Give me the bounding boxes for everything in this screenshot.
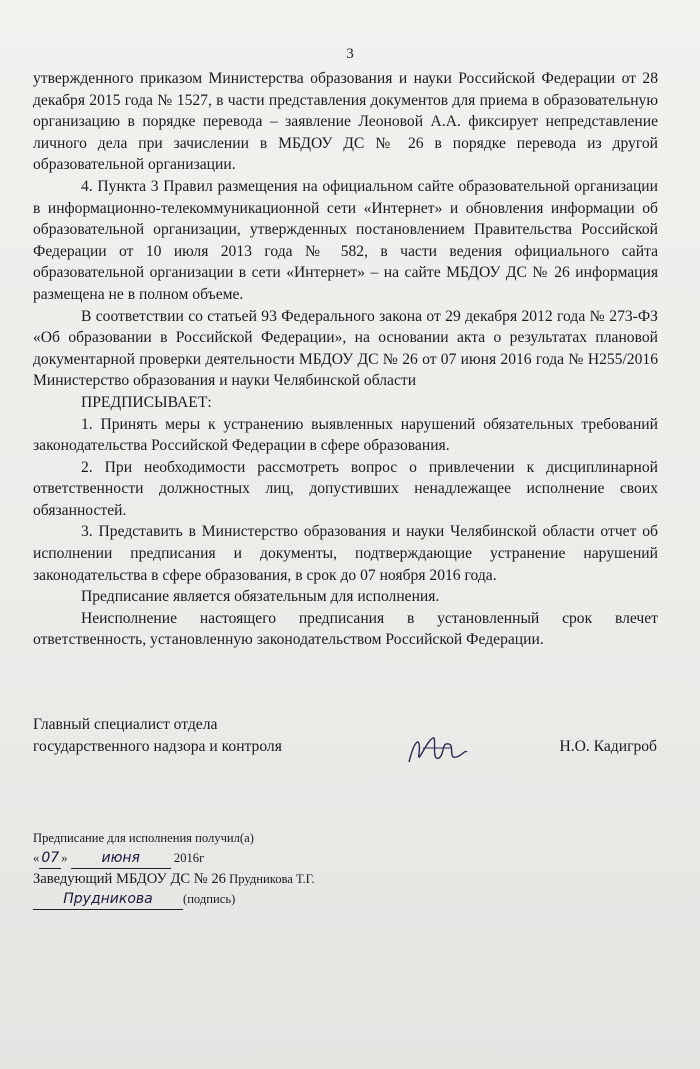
recipient-signature: Прудникова xyxy=(33,889,183,910)
signatory-row xyxy=(33,736,663,758)
signature-block xyxy=(33,714,663,757)
receipt-date-row xyxy=(33,848,433,869)
date-quote-close: » xyxy=(61,851,68,865)
paragraph-order-3: 3. Представить в Министерство образования и науки Челябинской области отчет об исполнении предписания и документы, подтверждающие устранение нарушений законодательства в сфере образования, в срок до 07 ноября 2016 года. xyxy=(33,523,658,584)
signatory-title-line1: Главный специалист отдела xyxy=(33,716,218,733)
paragraph-basis: В соответствии со статьей 93 Федерального закона от 29 декабря 2012 года № 273-ФЗ «Об образовании в Российской Федерации», на основании акта о результатах плановой документарной проверки деятельности МБДОУ ДС № 26 от 07 июня 2016 года № Н255/2016 Министерство образования и науки Челябинской области xyxy=(33,307,658,390)
paragraph-order-1: 1. Принять меры к устранению выявленных нарушений обязательных требований законодательства Российской Федерации в сфере образования. xyxy=(33,415,658,455)
signatory-name: Н.О. Кадигроб xyxy=(559,737,657,755)
signature-caption: (подпись) xyxy=(183,892,236,906)
handwritten-signature xyxy=(401,732,471,772)
paragraph-order-2: 2. При необходимости рассмотреть вопрос о привлечении к дисциплинарной ответственности должностных лиц, допустивших ненадлежащее исполнение своих обязанностей. xyxy=(33,458,658,519)
date-quote-open: « xyxy=(33,851,40,865)
recipient-position: Заведующий МБДОУ ДС № 26 xyxy=(33,871,226,887)
receipt-recipient xyxy=(33,869,433,889)
date-year: 2016г xyxy=(173,851,205,865)
paragraph-liability: Неисполнение настоящего предписания в установленный срок влечет ответственность, установленную законодательством Российской Федерации. xyxy=(33,609,658,649)
date-month: июня xyxy=(71,848,171,869)
signatory-title-line2: государственного надзора и контроля xyxy=(33,737,282,755)
receipt-signature-row xyxy=(33,889,433,910)
paragraph-mandatory: Предписание является обязательным для исполнения. xyxy=(81,588,440,606)
document-body xyxy=(33,68,658,651)
page-number: 3 xyxy=(346,46,354,62)
paragraph-item-4: 4. Пункта 3 Правил размещения на официальном сайте образовательной организации в информационно-телекоммуникационной сети «Интернет» и обновления информации об образовательной организации, утвержденных постановлением Правительства Российской Федерации от 10 июля 2013 года № 582, в части ведения официального сайта образовательной организации в сети «Интернет» – на сайте МБДОУ ДС № 26 информация размещена не в полном объеме. xyxy=(33,177,658,303)
paragraph-continuation: утвержденного приказом Министерства образования и науки Российской Федерации от 28 декабря 2015 года № 1527, в части представления документов для приема в образовательную организацию в порядке перевода – заявление Леоновой А.А. фиксирует непредставление личного дела при зачислении в МБДОУ ДС № 26 в порядке перевода из другой образовательной организации. xyxy=(33,70,658,174)
receipt-label: Предписание для исполнения получил(а) xyxy=(33,831,254,845)
paragraph-prescribes-heading: ПРЕДПИСЫВАЕТ: xyxy=(81,393,212,411)
receipt-block xyxy=(33,828,433,910)
date-day: 07 xyxy=(39,848,61,869)
recipient-person: Прудникова Т.Г. xyxy=(229,872,315,886)
